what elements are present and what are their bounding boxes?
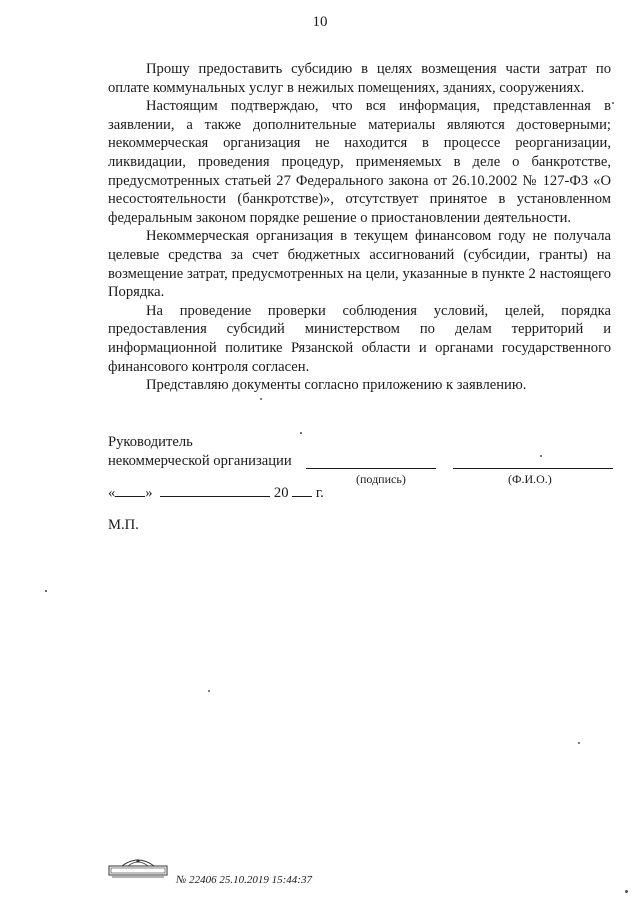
- date-open-quote: «: [108, 485, 116, 501]
- seal-placeholder: М.П.: [108, 517, 139, 533]
- day-blank: [115, 484, 145, 497]
- date-line: [108, 484, 324, 502]
- year-prefix: 20: [273, 485, 289, 501]
- signature-caption: (подпись): [356, 471, 406, 486]
- signatory-role: Руководитель: [108, 434, 193, 450]
- paragraph-audit-consent: На проведение проверки соблюдения условий, целей, порядка предоставления субсидий министерством по делам территорий и информационной политике Рязанской области и органами государственного финансового контроля согласен.: [108, 302, 611, 375]
- registry-stamp-icon: [108, 852, 168, 878]
- signature-block: [108, 433, 618, 486]
- signature-line: [306, 454, 436, 469]
- scan-speck: [612, 102, 614, 104]
- paragraph-no-funds: Некоммерческая организация в текущем финансовом году не получала целевые средства за счет бюджетных ассигнований (субсидии, гранты) на возмещение затрат, предусмотренных на цели, указанные в пункте 2 настоящего Порядка.: [108, 228, 611, 301]
- scan-speck: [45, 590, 47, 592]
- scan-speck: [208, 690, 210, 692]
- scan-speck: [300, 432, 302, 434]
- signatory-organization: некоммерческой организации: [108, 452, 292, 469]
- year-blank: [292, 484, 312, 497]
- year-suffix: г.: [315, 485, 324, 501]
- month-blank: [160, 484, 270, 497]
- scan-speck: [625, 890, 628, 893]
- paragraph-documents: Представляю документы согласно приложению к заявлению.: [146, 377, 527, 394]
- scan-speck: [578, 742, 580, 744]
- date-close-quote: »: [145, 485, 153, 501]
- registration-number: № 22406 25.10.2019 15:44:37: [176, 874, 312, 886]
- fio-line: [453, 454, 613, 469]
- scan-speck: [540, 455, 542, 457]
- paragraph-request: Прошу предоставить субсидию в целях возмещения части затрат по оплате коммунальных услуг в нежилых помещениях, зданиях, сооружениях.: [108, 61, 611, 96]
- fio-caption: (Ф.И.О.): [508, 471, 552, 486]
- body-text: [108, 60, 611, 395]
- paragraph-confirmation: Настоящим подтверждаю, что вся информация, представленная в заявлении, а также дополнительные материалы являются достоверными; некоммерческая организация не находится в процессе реорганизации, ликвидации, проведения процедур, применяемых в деле о банкротстве, предусмотренных статьей 27 Федерального закона от 26.10.2002 № 127-ФЗ «О несостоятельности (банкротстве)», отсутствует принятое в установленном федеральным законом порядке решение о приостановлении деятельности.: [108, 98, 611, 226]
- page-number: 10: [312, 14, 328, 30]
- scan-speck: [260, 398, 262, 400]
